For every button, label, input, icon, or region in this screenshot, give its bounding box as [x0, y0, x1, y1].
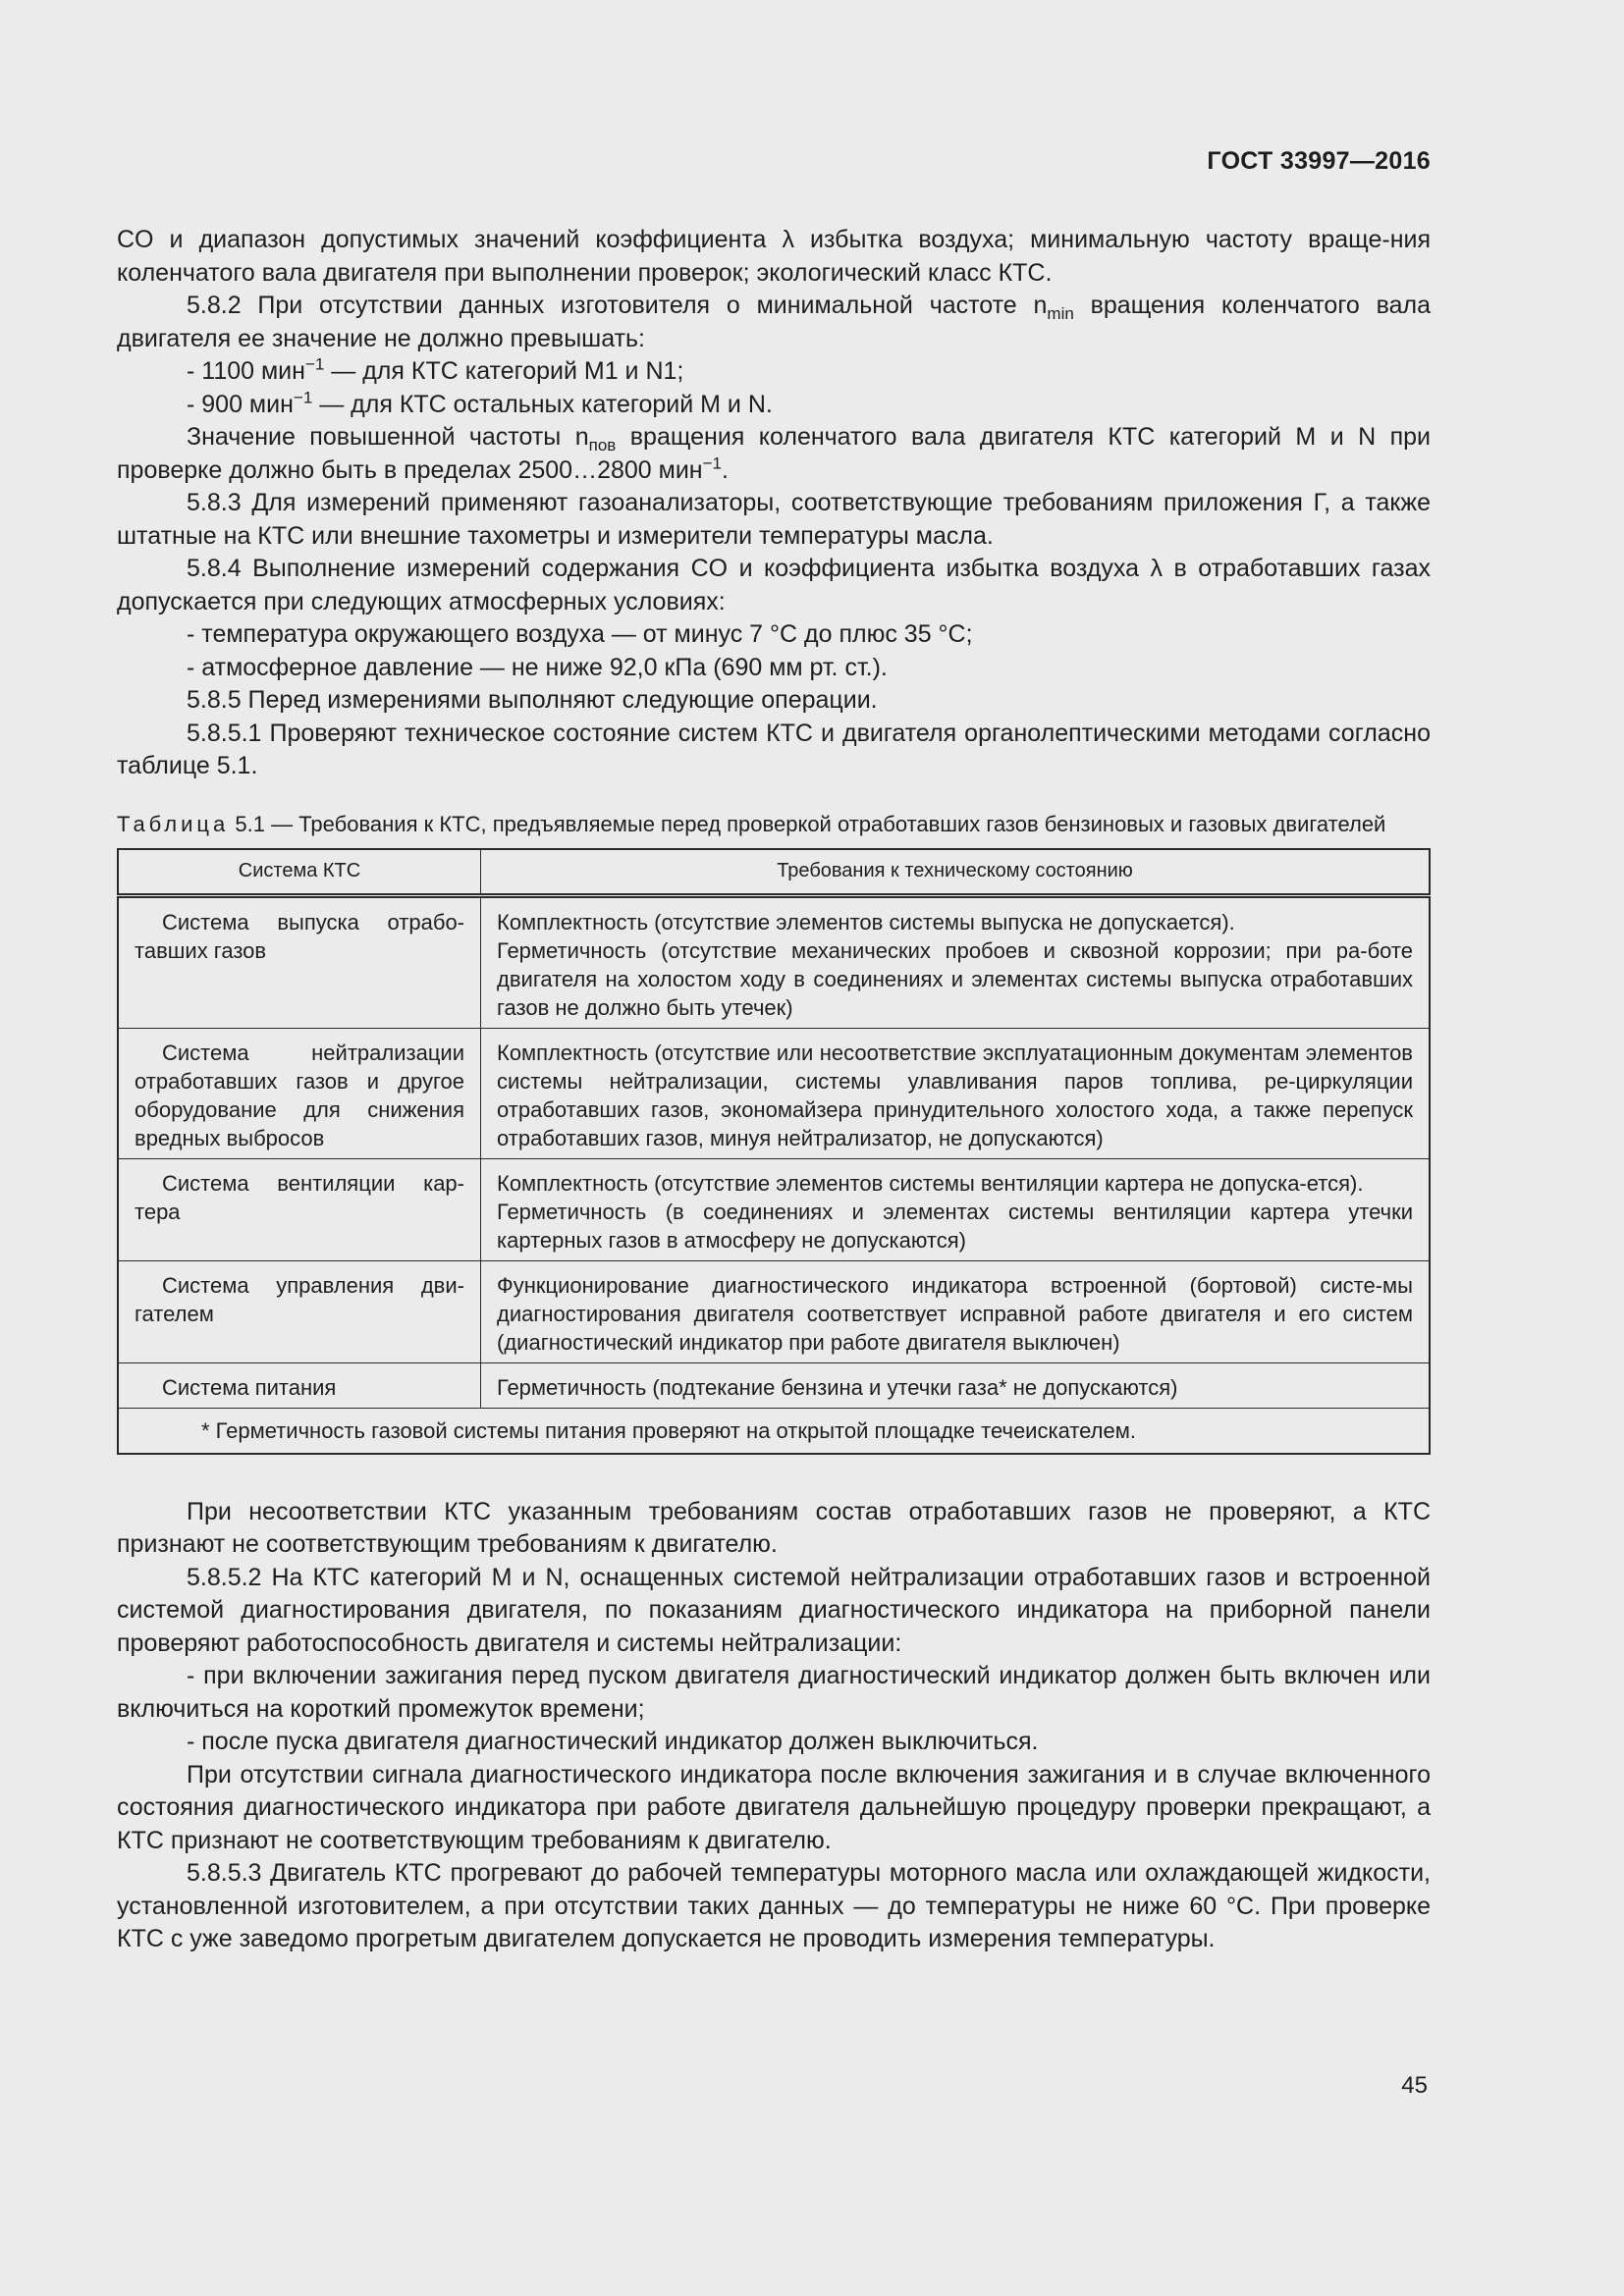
list-item: - 900 мин$^{-1}$ — для КТС остальных категорий M и N. — [187, 388, 773, 418]
list-item: - после пуска двигателя диагностический индикатор должен выключиться. — [187, 1728, 1039, 1755]
page-number: 45 — [1401, 2072, 1428, 2099]
paragraph-5-8-5-2: 5.8.5.2 На КТС категорий M и N, оснащенных системой нейтрализации отработавших газов и встроенной системой диагностирования двигателя, по показаниям диагностического индикатора на приборной панели проверяют работоспособность двигателя и системы нейтрализации: — [117, 1563, 1431, 1657]
list-item: - атмосферное давление — не ниже 92,0 кПа (690 мм рт. ст.). — [187, 653, 888, 681]
post-table-text — [117, 1496, 1431, 1956]
paragraph-5-8-4: 5.8.4 Выполнение измерений содержания CO и коэффициента избытка воздуха λ в отработавших газах допускается при следующих атмосферных условиях: — [117, 555, 1431, 615]
table-footnote-row — [118, 1408, 1430, 1454]
list-item: - при включении зажигания перед пуском двигателя диагностический индикатор должен быть включен или включиться на короткий промежуток времени; — [117, 1662, 1431, 1723]
cell-system: Система вентиляции кар-тера — [118, 1158, 481, 1260]
cell-requirements: Функционирование диагностического индикатора встроенной (бортовой) систе-мы диагностирования двигателя соответствует исправной работе двигателя и его систем (диагностический индикатор при работе двигателя выключен) — [481, 1260, 1431, 1362]
cell-system: Система выпуска отрабо-тавших газов — [118, 895, 481, 1028]
paragraph-5-8-5: 5.8.5 Перед измерениями выполняют следующие операции. — [187, 686, 878, 714]
cell-system: Система управления дви-гателем — [118, 1260, 481, 1362]
cell-requirements: Комплектность (отсутствие или несоответствие эксплуатационным документам элементов системы нейтрализации, системы улавливания паров топлива, ре-циркуляции отработавших газов, экономайзера принудительного холостого хода, а также перепуск отработавших газов, минуя нейтрализатор, не допускаются) — [481, 1028, 1431, 1158]
requirements-table — [117, 848, 1431, 1455]
paragraph-5-8-5-1: 5.8.5.1 Проверяют техническое состояние систем КТС и двигателя органолептическими методами согласно таблице 5.1. — [117, 719, 1431, 779]
column-header-requirements: Требования к техническому состоянию — [481, 849, 1431, 896]
column-header-system: Система КТС — [118, 849, 481, 896]
table-row — [118, 1260, 1430, 1362]
table-footnote: * Герметичность газовой системы питания проверяют на открытой площадке течеискателем. — [118, 1408, 1430, 1454]
list-item: - 1100 мин$^{-1}$ — для КТС категорий M1 и N1; — [187, 354, 684, 385]
table-header-row — [118, 849, 1430, 896]
paragraph: При несоответствии КТС указанным требованиям состав отработавших газов не проверяют, а КТС признают не соответствующим требованиям к двигателю. — [117, 1497, 1431, 1558]
paragraph-5-8-3: 5.8.3 Для измерений применяют газоанализаторы, соответствующие требованиям приложения Г, а также штатные на КТС или внешние тахометры и измерители температуры масла. — [117, 489, 1431, 550]
cell-requirements: Герметичность (подтекание бензина и утечки газа* не допускаются) — [481, 1362, 1431, 1408]
cell-requirements: Комплектность (отсутствие элементов системы вентиляции картера не допуска-ется). Герметичность (в соединениях и элементах системы вентиляции картера утечки картерных газов в атмосферу не допускаются) — [481, 1158, 1431, 1260]
document-header: ГОСТ 33997—2016 — [1207, 147, 1431, 175]
table-row — [118, 895, 1430, 1028]
cell-requirements: Комплектность (отсутствие элементов системы выпуска не допускается). Герметичность (отсутствие механических пробоев и сквозной коррозии; при ра-боте двигателя на холостом ходу в соединениях и элементах системы выпуска отработавших газов не должно быть утечек) — [481, 895, 1431, 1028]
table-row — [118, 1362, 1430, 1408]
paragraph-5-8-5-3: 5.8.5.3 Двигатель КТС прогревают до рабочей температуры моторного масла или охлаждающей жидкости, установленной изготовителем, а при отсутствии таких данных — до температуры не ниже 60 °С. При проверке КТС с уже заведомо прогретым двигателем допускается не проводить измерения температуры. — [117, 1859, 1431, 1952]
paragraph-5-8-2: 5.8.2 При отсутствии данных изготовителя о минимальной частоте $n_{min}$ вращения коленчатого вала двигателя ее значение не должно превышать: — [117, 292, 1431, 352]
paragraph-intro: CO и диапазон допустимых значений коэффициента λ избытка воздуха; минимальную частоту враще-ния коленчатого вала двигателя при выполнении проверок; экологический класс КТС. — [117, 226, 1431, 287]
table-row — [118, 1028, 1430, 1158]
paragraph-high-rpm: Значение повышенной частоты $n_{пов}$ вращения коленчатого вала двигателя КТС категорий M и N при проверке должно быть в пределах 2500…2800 мин$^{-1}$. — [117, 423, 1432, 484]
list-item: - температура окружающего воздуха — от минус 7 °С до плюс 35 °С; — [187, 620, 973, 648]
table-row — [118, 1158, 1430, 1260]
page-content — [117, 224, 1431, 1956]
cell-system: Система нейтрализации отработавших газов и другое оборудование для снижения вредных выбросов — [118, 1028, 481, 1158]
paragraph: При отсутствии сигнала диагностического индикатора после включения зажигания и в случае включенного состояния диагностического индикатора при работе двигателя дальнейшую процедуру проверки прекращают, а КТС признают не соответствующим требованиям к двигателю. — [117, 1760, 1431, 1854]
cell-system: Система питания — [118, 1362, 481, 1408]
table-caption: Таблица 5.1 — Требования к КТС, предъявляемые перед проверкой отработавших газов бензиновых и газовых двигателей — [117, 811, 1386, 836]
